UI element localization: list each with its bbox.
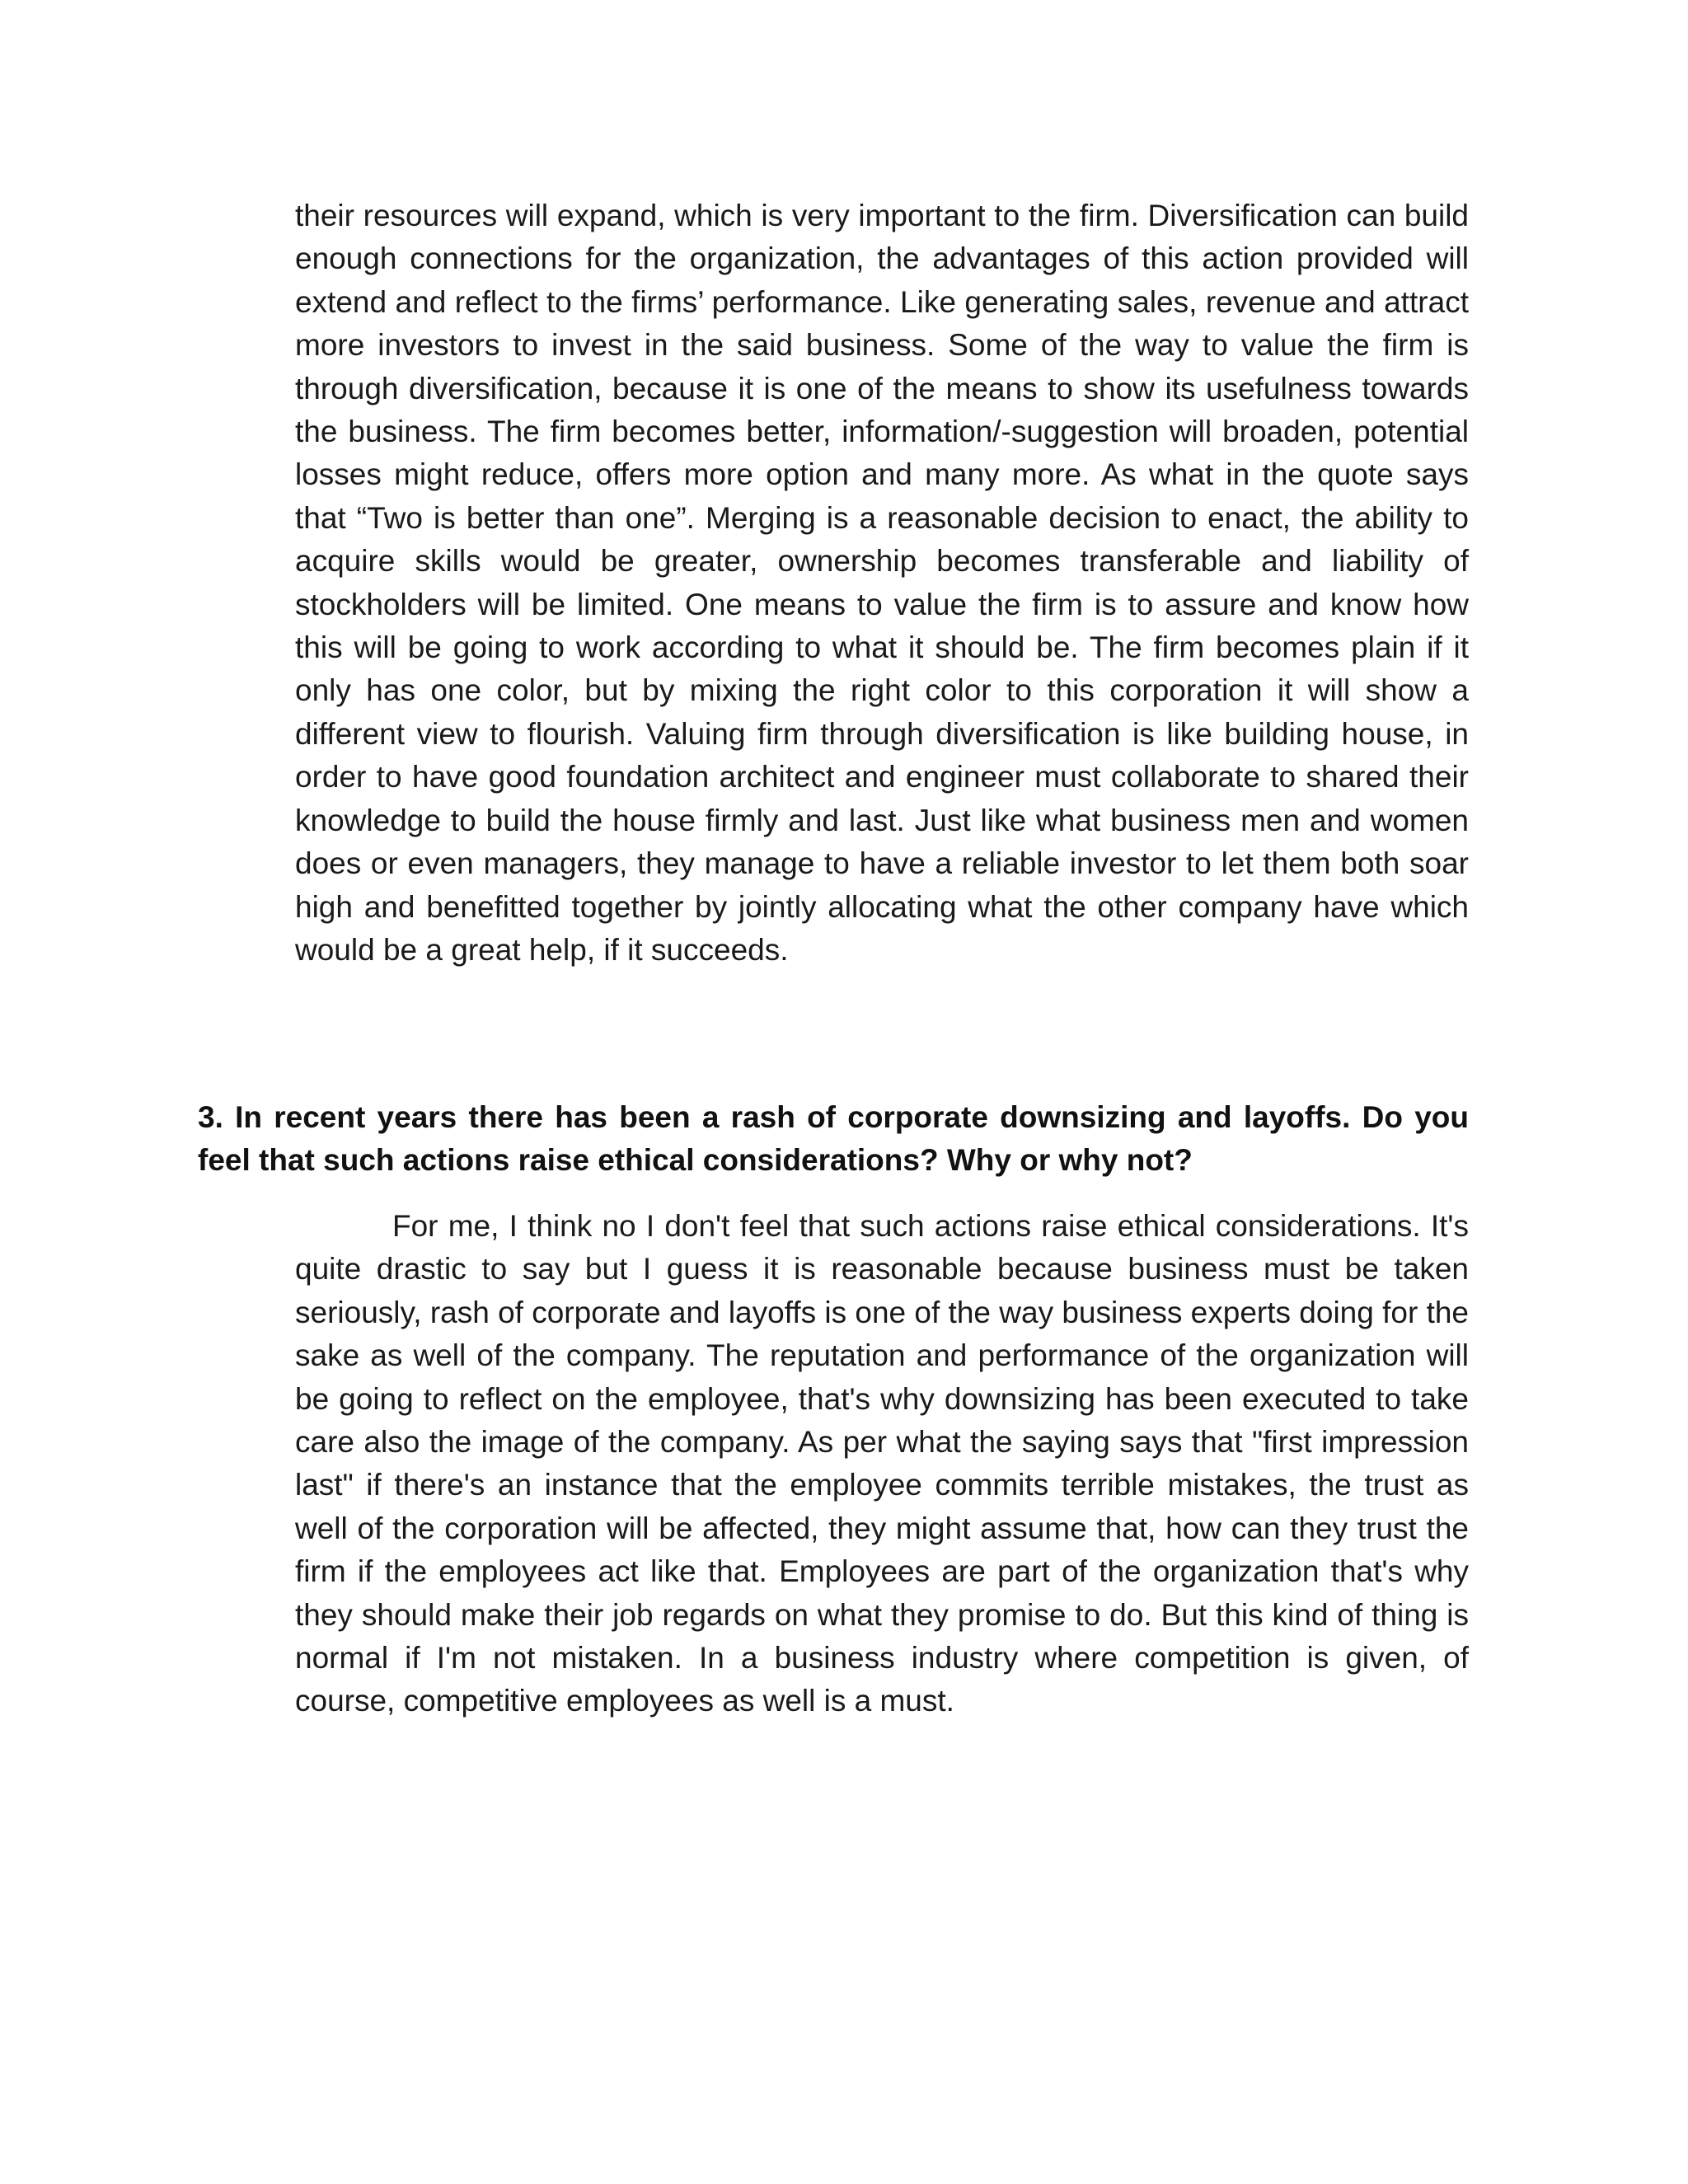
question-heading: 3. In recent years there has been a rash of corporate downsizing and layoffs. Do you feel that such actions raise ethical considerations? Why or why not?: [198, 1100, 1469, 1177]
answer-paragraph: For me, I think no I don't feel that such actions raise ethical considerations. It's quite drastic to say but I guess it is reasonable because business must be taken seriously, rash of corporate and layoffs is one of the way business experts doing for the sake as well of the company. The reputation and performance of the organization will be going to reflect on the employee, that's why downsizing has been executed to take care also the image of the company. As per what the saying says that "first impression last" if there's an instance that the employee commits terrible mistakes, the trust as well of the corporation will be affected, they might assume that, how can they trust the firm if the employees act like that. Employees are part of the organization that's why they should make their job regards on what they promise to do. But this kind of thing is normal if I'm not mistaken. In a business industry where competition is given, of course, competitive employees as well is a must.: [295, 1209, 1469, 1718]
body-paragraph: their resources will expand, which is very important to the firm. Diversification can build enough connections for the organization, the advantages of this action provided will extend and reflect to the firms’ performance. Like generating sales, revenue and attract more investors to invest in the said business. Some of the way to value the firm is through diversification, because it is one of the means to show its usefulness towards the business. The firm becomes better, information/-suggestion will broaden, potential losses might reduce, offers more option and many more. As what in the quote says that “Two is better than one”. Merging is a reasonable decision to enact, the ability to acquire skills would be greater, ownership becomes transferable and liability of stockholders will be limited. One means to value the firm is to assure and know how this will be going to work according to what it should be. The firm becomes plain if it only has one color, but by mixing the right color to this corporation it will show a different view to flourish. Valuing firm through diversification is like building house, in order to have good foundation architect and engineer must collaborate to shared their knowledge to build the house firmly and last. Just like what business men and women does or even managers, they manage to have a reliable investor to let them both soar high and benefitted together by jointly allocating what the other company have which would be a great help, if it succeeds.: [295, 199, 1469, 967]
